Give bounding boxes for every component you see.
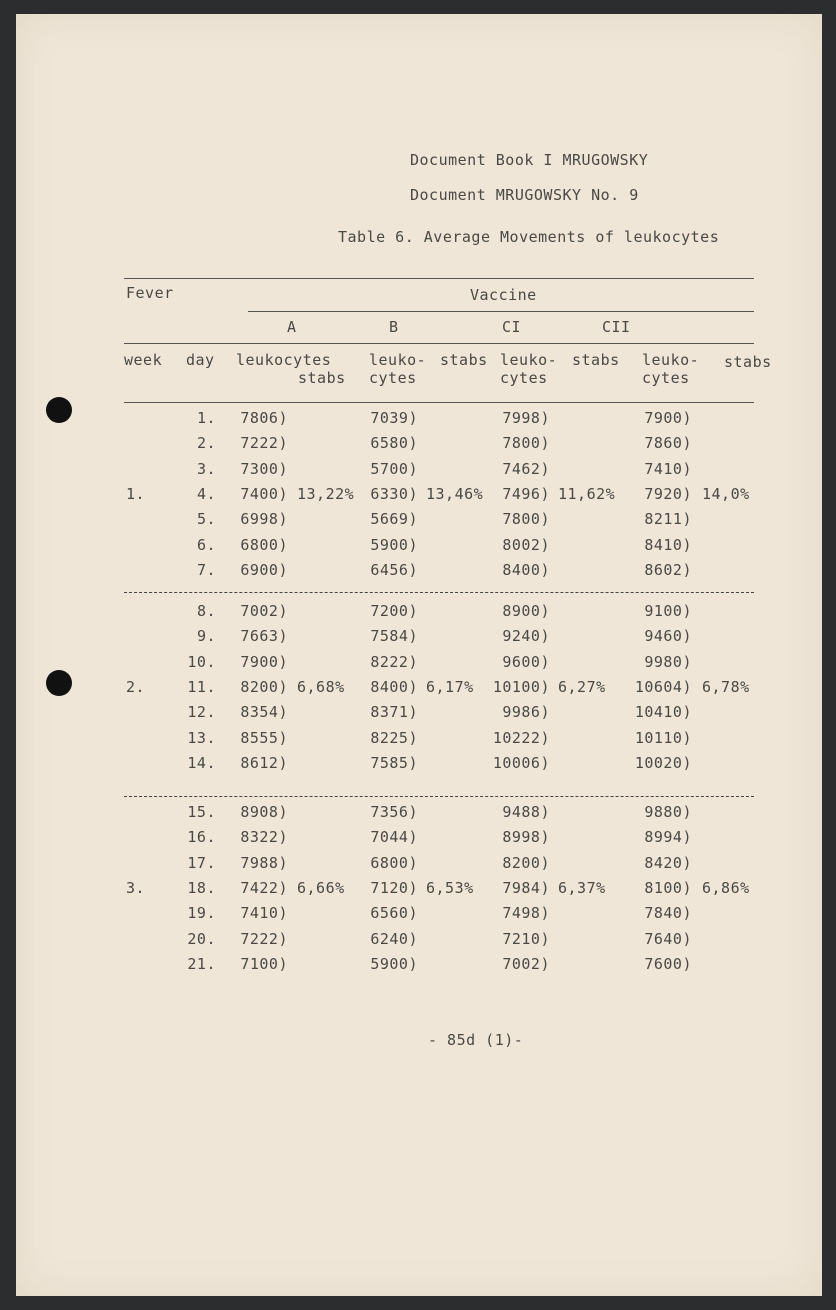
group-c2-leukocytes-cell: 9980) [644, 653, 692, 671]
leuko-c1-header: leuko- [500, 351, 558, 369]
day-cell: 5. [196, 510, 216, 528]
group-c1-leukocytes-cell: 9600) [502, 653, 550, 671]
group-a-leukocytes-cell: 7300) [240, 460, 288, 478]
day-cell: 19. [187, 904, 216, 922]
fever-header: Fever [126, 284, 174, 302]
document-book-line: Document Book I MRUGOWSKY [410, 151, 649, 169]
group-c2-leukocytes-cell: 7860) [644, 434, 692, 452]
group-c1-leukocytes-cell: 8400) [502, 561, 550, 579]
group-c2-leukocytes-cell: 8410) [644, 536, 692, 554]
day-cell: 13. [187, 729, 216, 747]
stabs-value: 6,78% [702, 678, 750, 696]
day-cell: 16. [187, 828, 216, 846]
stabs-c2-header: stabs [724, 353, 772, 371]
document-page [16, 14, 822, 1296]
group-a-leukocytes-cell: 7422) [240, 879, 288, 897]
group-b-leukocytes-cell: 7044) [370, 828, 418, 846]
group-b-leukocytes-cell: 5700) [370, 460, 418, 478]
stabs-value: 6,53% [426, 879, 474, 897]
group-a-leukocytes-cell: 7222) [240, 930, 288, 948]
vaccine-rule [248, 311, 754, 312]
day-cell: 10. [187, 653, 216, 671]
group-c1-leukocytes-cell: 7498) [502, 904, 550, 922]
stabs-value: 6,68% [297, 678, 345, 696]
day-cell: 8. [196, 602, 216, 620]
group-a-leukocytes-cell: 8612) [240, 754, 288, 772]
group-a-leukocytes-cell: 7806) [240, 409, 288, 427]
group-b-leukocytes-cell: 7200) [370, 602, 418, 620]
leuko-b-header: leuko- [369, 351, 427, 369]
header-rule [124, 343, 754, 344]
group-c1-leukocytes-cell: 8900) [502, 602, 550, 620]
group-b-leukocytes-cell: 7039) [370, 409, 418, 427]
day-cell: 9. [196, 627, 216, 645]
group-c2-leukocytes-cell: 8994) [644, 828, 692, 846]
group-b-leukocytes-cell: 6580) [370, 434, 418, 452]
leuko-c2-header: leuko- [642, 351, 700, 369]
group-c1-header: CI [502, 318, 522, 336]
group-a-header: A [287, 318, 297, 336]
group-b-leukocytes-cell: 8400) [370, 678, 418, 696]
leukocytes-a-header: leukocytes [236, 351, 332, 369]
group-c2-header: CII [602, 318, 631, 336]
week-label: 3. [126, 879, 146, 897]
stabs-value: 6,17% [426, 678, 474, 696]
group-b-leukocytes-cell: 5900) [370, 955, 418, 973]
group-c1-leukocytes-cell: 8002) [502, 536, 550, 554]
group-c2-leukocytes-cell: 10410) [634, 703, 692, 721]
stabs-value: 13,46% [426, 485, 484, 503]
group-c2-leukocytes-cell: 7640) [644, 930, 692, 948]
day-cell: 14. [187, 754, 216, 772]
table-title: Table 6. Average Movements of leukocytes [338, 228, 720, 246]
group-a-leukocytes-cell: 7988) [240, 854, 288, 872]
day-cell: 17. [187, 854, 216, 872]
day-cell: 7. [196, 561, 216, 579]
group-b-leukocytes-cell: 7585) [370, 754, 418, 772]
group-c2-leukocytes-cell: 7920) [644, 485, 692, 503]
group-b-leukocytes-cell: 7356) [370, 803, 418, 821]
group-c2-leukocytes-cell: 7410) [644, 460, 692, 478]
stabs-value: 14,0% [702, 485, 750, 503]
group-c2-leukocytes-cell: 7600) [644, 955, 692, 973]
group-c1-leukocytes-cell: 10100) [492, 678, 550, 696]
stabs-value: 6,86% [702, 879, 750, 897]
day-header: day [186, 351, 215, 369]
group-c1-leukocytes-cell: 7002) [502, 955, 550, 973]
day-cell: 4. [196, 485, 216, 503]
group-a-leukocytes-cell: 8354) [240, 703, 288, 721]
group-c1-leukocytes-cell: 8998) [502, 828, 550, 846]
group-c1-leukocytes-cell: 7800) [502, 510, 550, 528]
group-b-leukocytes-cell: 6560) [370, 904, 418, 922]
group-c2-leukocytes-cell: 8211) [644, 510, 692, 528]
group-b-leukocytes-cell: 6800) [370, 854, 418, 872]
group-a-leukocytes-cell: 8200) [240, 678, 288, 696]
header-bottom-rule [124, 402, 754, 403]
group-a-leukocytes-cell: 6800) [240, 536, 288, 554]
group-a-leukocytes-cell: 7002) [240, 602, 288, 620]
cytes-c1-header: cytes [500, 369, 548, 387]
group-a-leukocytes-cell: 8322) [240, 828, 288, 846]
group-c2-leukocytes-cell: 10020) [634, 754, 692, 772]
group-b-leukocytes-cell: 6330) [370, 485, 418, 503]
group-c2-leukocytes-cell: 9880) [644, 803, 692, 821]
document-number-line: Document MRUGOWSKY No. 9 [410, 186, 639, 204]
group-b-leukocytes-cell: 7120) [370, 879, 418, 897]
group-a-leukocytes-cell: 6998) [240, 510, 288, 528]
day-cell: 3. [196, 460, 216, 478]
group-c2-leukocytes-cell: 8100) [644, 879, 692, 897]
group-b-leukocytes-cell: 7584) [370, 627, 418, 645]
group-c1-leukocytes-cell: 10222) [492, 729, 550, 747]
day-cell: 12. [187, 703, 216, 721]
group-c2-leukocytes-cell: 8420) [644, 854, 692, 872]
day-cell: 1. [196, 409, 216, 427]
stabs-c1-header: stabs [572, 351, 620, 369]
group-c2-leukocytes-cell: 7900) [644, 409, 692, 427]
cytes-c2-header: cytes [642, 369, 690, 387]
group-c1-leukocytes-cell: 9240) [502, 627, 550, 645]
day-cell: 15. [187, 803, 216, 821]
week-separator-rule [124, 796, 754, 797]
group-a-leukocytes-cell: 6900) [240, 561, 288, 579]
group-a-leukocytes-cell: 8908) [240, 803, 288, 821]
week-header: week [124, 351, 163, 369]
day-cell: 11. [187, 678, 216, 696]
stabs-value: 11,62% [558, 485, 616, 503]
vaccine-header: Vaccine [470, 286, 537, 304]
group-c1-leukocytes-cell: 9986) [502, 703, 550, 721]
group-a-leukocytes-cell: 7100) [240, 955, 288, 973]
day-cell: 20. [187, 930, 216, 948]
group-c1-leukocytes-cell: 7984) [502, 879, 550, 897]
group-c1-leukocytes-cell: 7800) [502, 434, 550, 452]
group-a-leukocytes-cell: 7222) [240, 434, 288, 452]
day-cell: 6. [196, 536, 216, 554]
day-cell: 21. [187, 955, 216, 973]
group-c1-leukocytes-cell: 10006) [492, 754, 550, 772]
group-c2-leukocytes-cell: 7840) [644, 904, 692, 922]
group-c1-leukocytes-cell: 9488) [502, 803, 550, 821]
group-a-leukocytes-cell: 7410) [240, 904, 288, 922]
table-top-rule [124, 278, 754, 279]
group-c1-leukocytes-cell: 7998) [502, 409, 550, 427]
group-b-leukocytes-cell: 5900) [370, 536, 418, 554]
stabs-value: 6,37% [558, 879, 606, 897]
stabs-value: 6,27% [558, 678, 606, 696]
stabs-value: 6,66% [297, 879, 345, 897]
group-b-header: B [389, 318, 399, 336]
stabs-a-header: stabs [298, 369, 346, 387]
group-c1-leukocytes-cell: 7210) [502, 930, 550, 948]
group-a-leukocytes-cell: 7663) [240, 627, 288, 645]
week-label: 2. [126, 678, 146, 696]
day-cell: 2. [196, 434, 216, 452]
week-label: 1. [126, 485, 146, 503]
group-b-leukocytes-cell: 5669) [370, 510, 418, 528]
group-c1-leukocytes-cell: 7462) [502, 460, 550, 478]
group-b-leukocytes-cell: 6456) [370, 561, 418, 579]
group-c1-leukocytes-cell: 7496) [502, 485, 550, 503]
cytes-b-header: cytes [369, 369, 417, 387]
group-c2-leukocytes-cell: 10604) [634, 678, 692, 696]
week-separator-rule [124, 592, 754, 593]
page-number: - 85d (1)- [428, 1031, 524, 1049]
group-b-leukocytes-cell: 8225) [370, 729, 418, 747]
group-c2-leukocytes-cell: 9460) [644, 627, 692, 645]
group-c2-leukocytes-cell: 9100) [644, 602, 692, 620]
stabs-b-header: stabs [440, 351, 488, 369]
group-c2-leukocytes-cell: 10110) [634, 729, 692, 747]
group-a-leukocytes-cell: 7400) [240, 485, 288, 503]
group-b-leukocytes-cell: 8371) [370, 703, 418, 721]
punch-hole [46, 670, 72, 696]
stabs-value: 13,22% [297, 485, 355, 503]
group-a-leukocytes-cell: 7900) [240, 653, 288, 671]
group-c1-leukocytes-cell: 8200) [502, 854, 550, 872]
group-b-leukocytes-cell: 8222) [370, 653, 418, 671]
day-cell: 18. [187, 879, 216, 897]
group-c2-leukocytes-cell: 8602) [644, 561, 692, 579]
group-b-leukocytes-cell: 6240) [370, 930, 418, 948]
punch-hole [46, 397, 72, 423]
group-a-leukocytes-cell: 8555) [240, 729, 288, 747]
